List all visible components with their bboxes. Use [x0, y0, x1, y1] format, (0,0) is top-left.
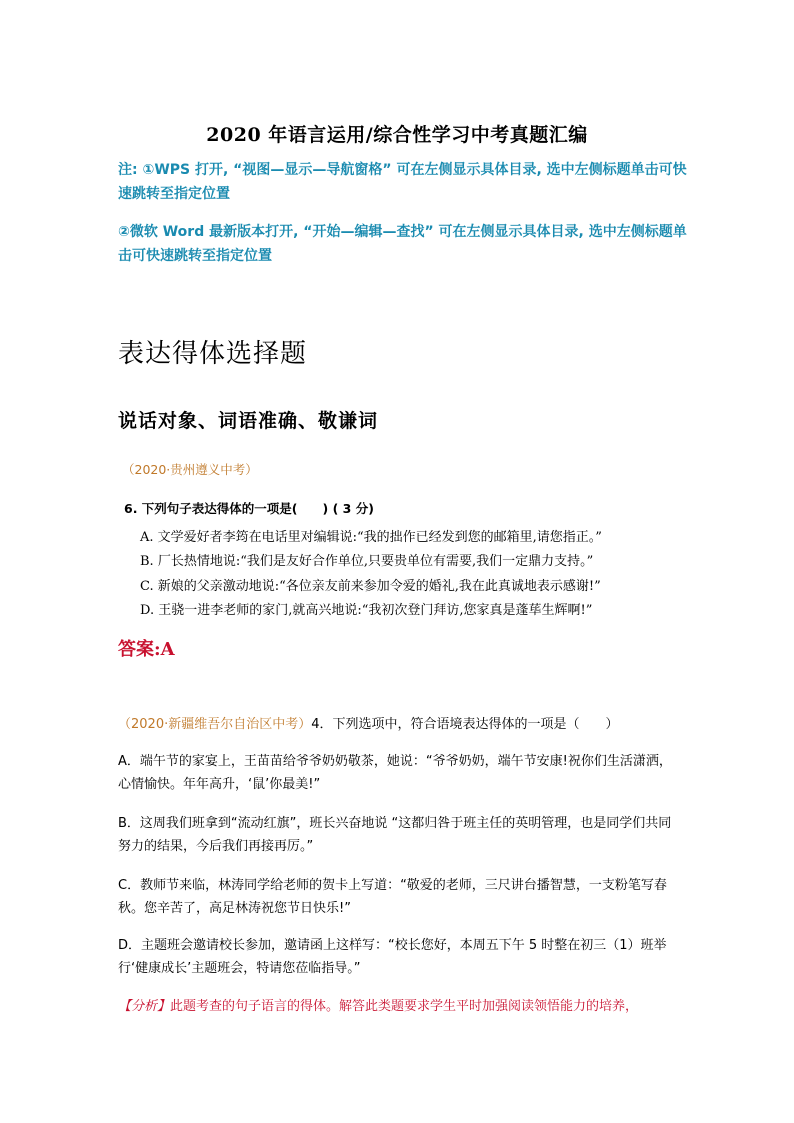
- question6-option-d: D. 王骁一进李老师的家门,就高兴地说:“我初次登门拜访,您家真是蓬荜生辉啊!”: [140, 603, 593, 618]
- navigation-note-wps: 注: ①WPS 打开, “视图—显示—导航窗格” 可在左侧显示具体目录, 选中左侧标题单击可快速跳转至指定位置: [118, 162, 687, 202]
- question6-source: （2020·贵州遵义中考）: [122, 462, 258, 477]
- question4-analysis: [118, 995, 688, 1014]
- question4-stem: 4．下列选项中，符合语境表达得体的一项是（ ）: [311, 717, 619, 732]
- question4-option-b: B．这周我们班拿到“流动红旗”，班长兴奋地说 “这都归咎于班主任的英明管理，也是同学们共同努力的结果，今后我们再接再厉。”: [118, 816, 672, 854]
- question6-stem: 6. 下列句子表达得体的一项是( ) ( 3 分): [124, 501, 374, 516]
- analysis-tag: 【分析】: [118, 999, 171, 1014]
- analysis-text: 此题考查的句子语言的得体。解答此类题要求学生平时加强阅读领悟能力的培养，: [170, 999, 639, 1014]
- question4-option-a: A．端午节的家宴上，王苗苗给爷爷奶奶敬茶，她说：“爷爷奶奶，端午节安康!祝你们生活潇洒，心情愉快。年年高升，‘鼠’你最美!”: [118, 754, 672, 792]
- question6-option-c: C. 新娘的父亲激动地说:“各位亲友前来参加令爱的婚礼,我在此真诚地表示感谢!”: [140, 579, 601, 594]
- question4-option-d: D．主题班会邀请校长参加，邀请函上这样写：“校长您好，本周五下午 5 时整在初三（1）班举行‘健康成长’主题班会，特请您莅临指导。”: [118, 938, 667, 976]
- subsection-heading: 说话对象、词语准确、敬谦词: [118, 410, 379, 432]
- question6-answer: 答案:A: [118, 639, 175, 660]
- section-heading: 表达得体选择题: [118, 339, 308, 369]
- document-title: 2020 年语言运用/综合性学习中考真题汇编: [206, 124, 588, 146]
- navigation-note-word: ②微软 Word 最新版本打开, “开始—编辑—查找” 可在左侧显示具体目录, 选中左侧标题单击可快速跳转至指定位置: [118, 224, 687, 264]
- question6-option-a: A. 文学爱好者李筠在电话里对编辑说:“我的拙作已经发到您的邮箱里,请您指正。”: [140, 530, 602, 545]
- question4-option-c: C．教师节来临，林涛同学给老师的贺卡上写道：“敬爱的老师，三尺讲台播智慧，一支粉笔写春秋。您辛苦了，高足林涛祝您节日快乐!”: [118, 878, 667, 916]
- question4-header: [118, 713, 619, 732]
- question6-option-b: B. 厂长热情地说:“我们是友好合作单位,只要贵单位有需要,我们一定鼎力支持。”: [140, 554, 594, 569]
- question4-source: （2020·新疆维吾尔自治区中考）: [118, 717, 312, 732]
